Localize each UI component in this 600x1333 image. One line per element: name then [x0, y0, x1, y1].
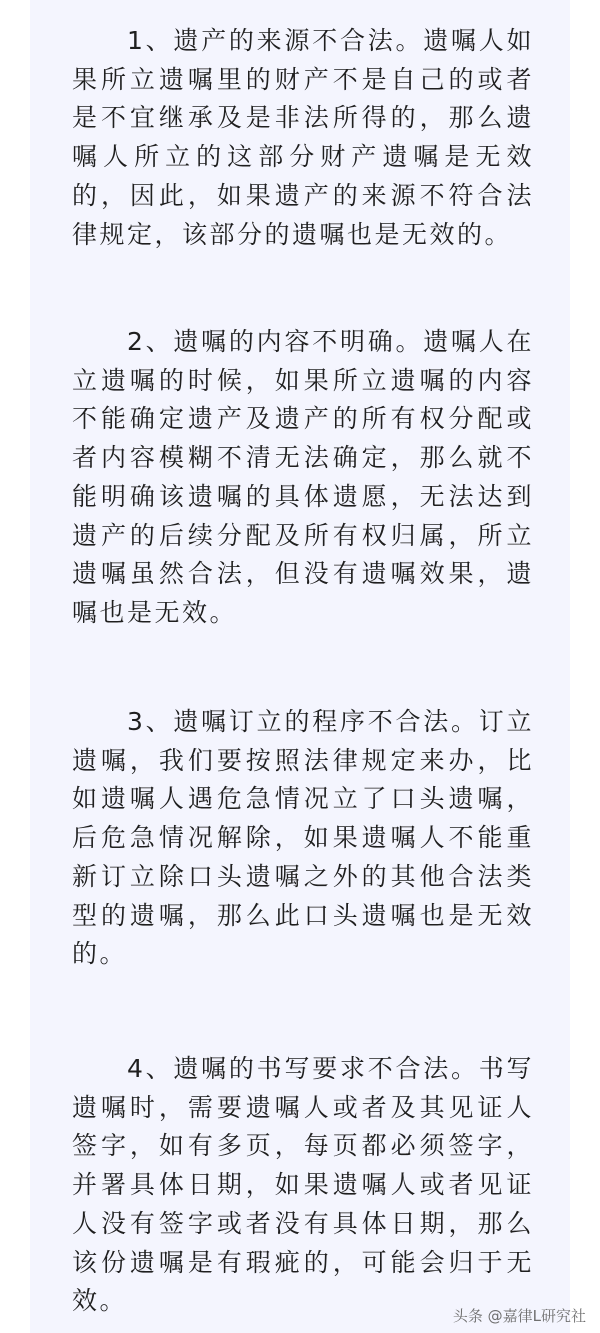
paragraph-invalid-writing: 4、遗嘱的书写要求不合法。书写遗嘱时，需要遗嘱人或者及其见证人签字，如有多页，每页都必须签字，并署具体日期，如果遗嘱人或者见证人没有签字或者没有具体日期，那么该份遗嘱是有瑕疵的，可能会归于无效。 — [72, 1054, 534, 1316]
paragraph-unclear-content: 2、遗嘱的内容不明确。遗嘱人在立遗嘱的时候，如果所立遗嘱的内容不能确定遗产及遗产的所有权分配或者内容模糊不清无法确定，那么就不能明确该遗嘱的具体遗愿，无法达到遗产的后续分配及所有权归属，所立遗嘱虽然合法，但没有遗嘱效果，遗嘱也是无效。 — [72, 327, 534, 627]
article-page — [30, 0, 570, 1333]
paragraph-invalid-source: 1、遗产的来源不合法。遗嘱人如果所立遗嘱里的财产不是自己的或者是不宜继承及是非法所得的，那么遗嘱人所立的这部分财产遗嘱是无效的，因此，如果遗产的来源不符合法律规定，该部分的遗嘱也是无效的。 — [72, 26, 534, 249]
paragraph-invalid-procedure: 3、遗嘱订立的程序不合法。订立遗嘱，我们要按照法律规定来办，比如遗嘱人遇危急情况立了口头遗嘱，后危急情况解除，如果遗嘱人不能重新订立除口头遗嘱之外的其他合法类型的遗嘱，那么此口头遗嘱也是无效的。 — [72, 707, 534, 969]
source-watermark: 头条 @嘉律L研究社 — [452, 1307, 586, 1325]
